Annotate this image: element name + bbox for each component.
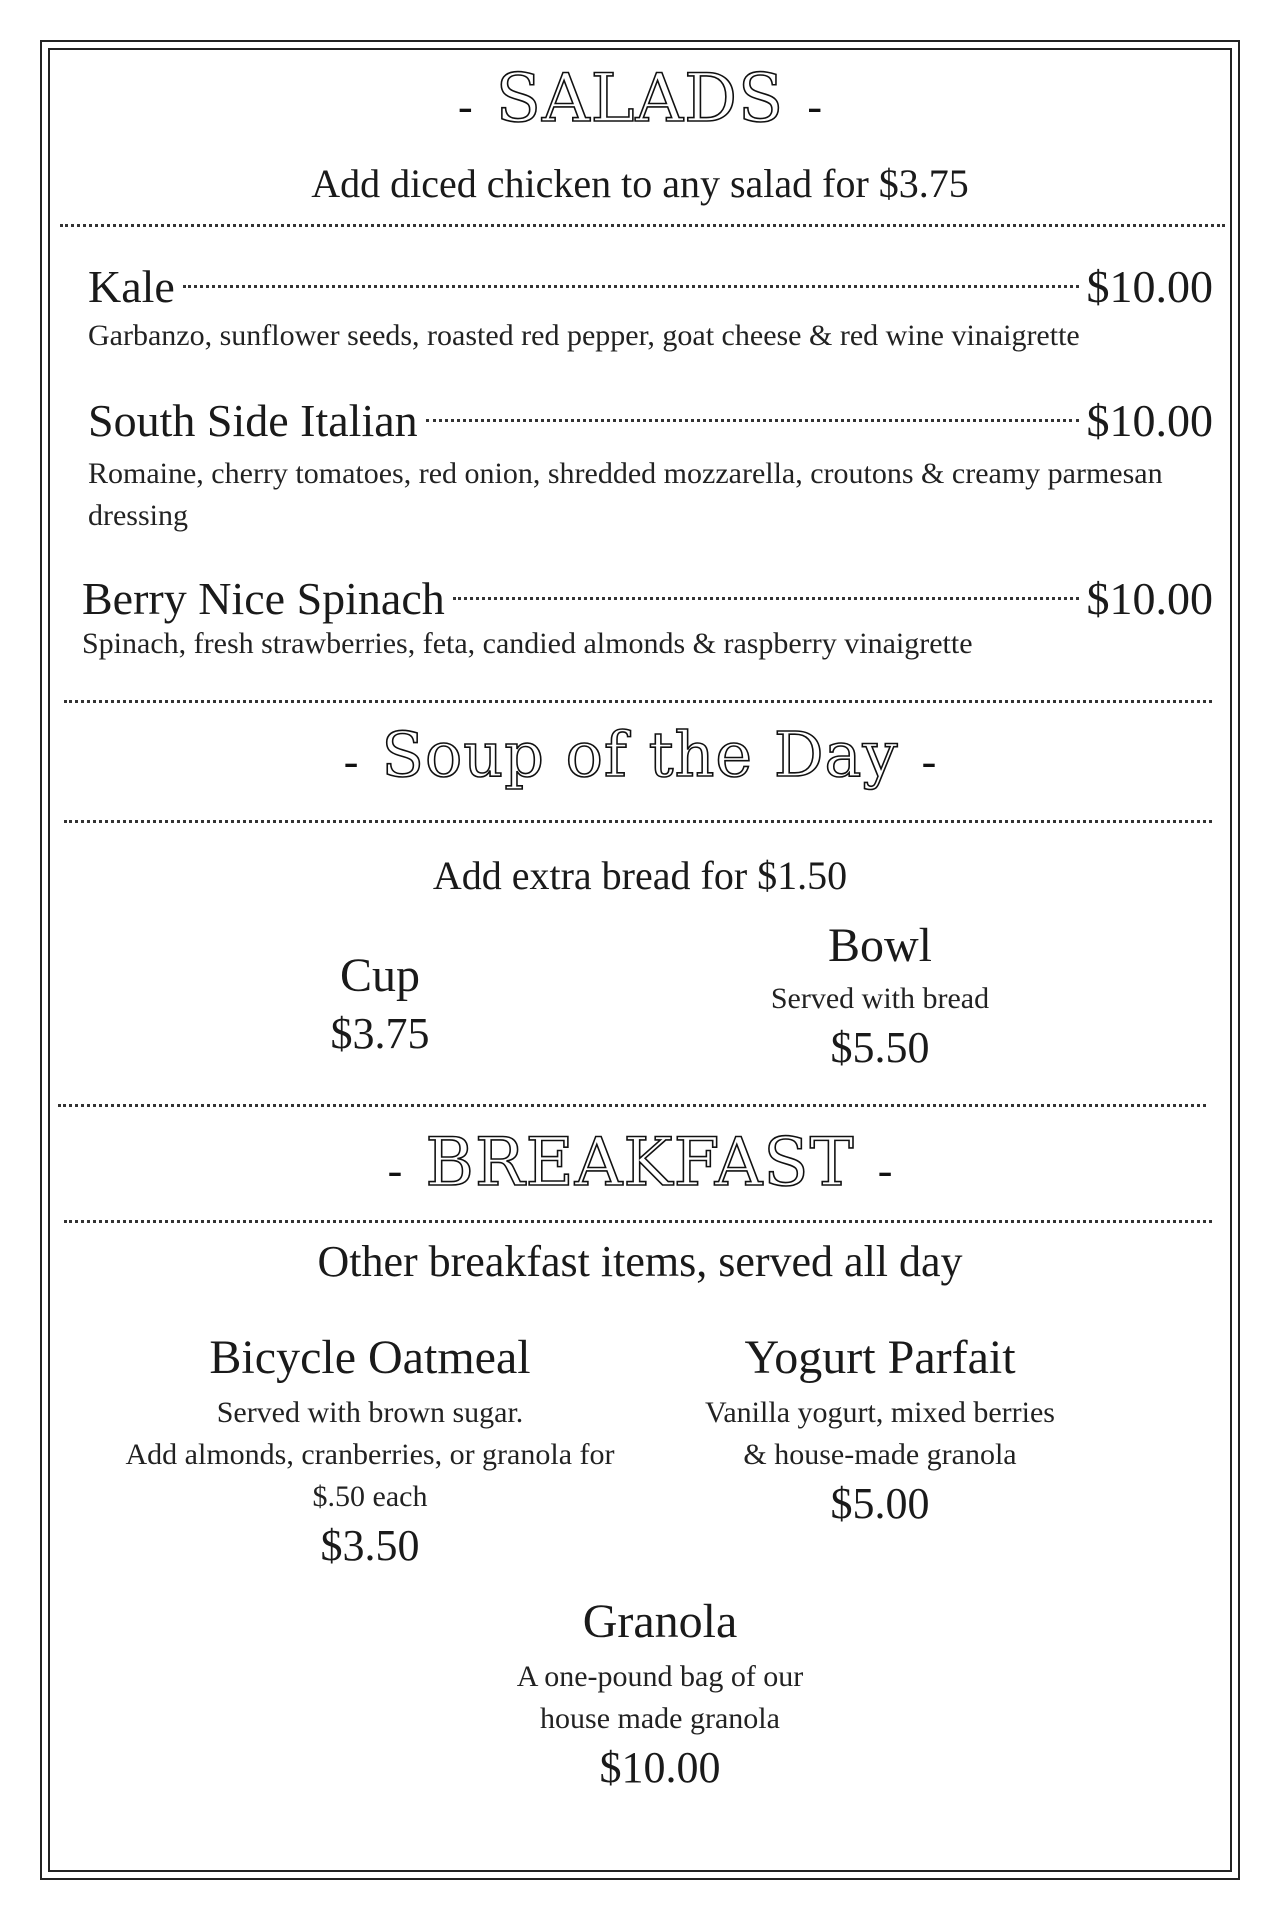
dot-leader <box>453 597 1079 600</box>
bowl-label: Bowl <box>827 919 932 972</box>
breakfast-oatmeal <box>80 1331 660 1573</box>
salads-note: Add diced chicken to any salad for $3.75 <box>311 161 969 206</box>
item-description: Spinach, fresh strawberries, feta, candied almonds & raspberry vinaigrette <box>82 627 973 660</box>
parfait-name: Yogurt Parfait <box>744 1331 1016 1384</box>
parfait-description <box>660 1392 1100 1476</box>
breakfast-note: Other breakfast items, served all day <box>317 1237 963 1286</box>
menu-item-berry-nice-spinach <box>82 573 1213 624</box>
heading-dash-left: - <box>458 82 473 131</box>
description-line: Vanilla yogurt, mixed berries <box>705 1396 1055 1429</box>
menu-item-south-side-italian <box>88 395 1213 446</box>
soup-note: Add extra bread for $1.50 <box>432 853 848 898</box>
divider <box>64 820 1212 823</box>
dot-leader <box>426 419 1079 422</box>
divider <box>58 1104 1206 1107</box>
parfait-price: $5.00 <box>830 1479 930 1528</box>
dot-leader <box>183 285 1079 288</box>
cup-label: Cup <box>339 949 420 1002</box>
item-name: Kale <box>88 261 175 312</box>
breakfast-yogurt-parfait <box>660 1331 1100 1531</box>
description-line: & house-made granola <box>743 1438 1017 1471</box>
bowl-price: $5.50 <box>830 1023 930 1072</box>
soup-cup <box>230 949 530 1061</box>
item-description: Garbanzo, sunflower seeds, roasted red pepper, goat cheese & red wine vinaigrette <box>88 319 1080 352</box>
salads-heading <box>60 60 1220 137</box>
salads-title: SALADS <box>495 60 785 137</box>
breakfast-heading <box>60 1124 1220 1201</box>
breakfast-title: BREAKFAST <box>425 1124 855 1201</box>
item-price: $10.00 <box>1086 573 1213 624</box>
description-line: A one-pound bag of our <box>516 1660 804 1693</box>
cup-price: $3.75 <box>330 1009 430 1058</box>
item-name: South Side Italian <box>88 395 418 446</box>
description-line: $.50 each <box>312 1480 428 1513</box>
bowl-description: Served with bread <box>770 982 990 1015</box>
heading-dash-left: - <box>343 737 359 786</box>
menu-item-kale <box>88 261 1213 312</box>
soup-title: Soup of the Day <box>381 718 899 791</box>
soup-bowl <box>680 919 1080 1075</box>
description-line: Add almonds, cranberries, or granola for <box>125 1438 615 1471</box>
oatmeal-description <box>80 1392 660 1518</box>
divider <box>60 224 1225 227</box>
divider <box>64 700 1212 703</box>
item-price: $10.00 <box>1086 261 1213 312</box>
description-line: Served with brown sugar. <box>216 1396 524 1429</box>
item-name: Berry Nice Spinach <box>82 573 445 624</box>
granola-description <box>420 1656 900 1740</box>
soup-heading <box>60 718 1220 791</box>
heading-dash-right: - <box>877 1146 893 1195</box>
heading-dash-left: - <box>387 1146 403 1195</box>
item-price: $10.00 <box>1086 395 1213 446</box>
oatmeal-price: $3.50 <box>320 1521 420 1570</box>
heading-dash-right: - <box>921 737 937 786</box>
oatmeal-name: Bicycle Oatmeal <box>209 1331 531 1384</box>
heading-dash-right: - <box>807 82 822 131</box>
divider <box>64 1220 1212 1223</box>
description-line: house made granola <box>540 1702 780 1735</box>
breakfast-granola <box>420 1595 900 1795</box>
granola-name: Granola <box>582 1595 738 1648</box>
item-description: Romaine, cherry tomatoes, red onion, shredded mozzarella, croutons & creamy parmesan dressing <box>88 457 1163 532</box>
granola-price: $10.00 <box>599 1743 721 1792</box>
